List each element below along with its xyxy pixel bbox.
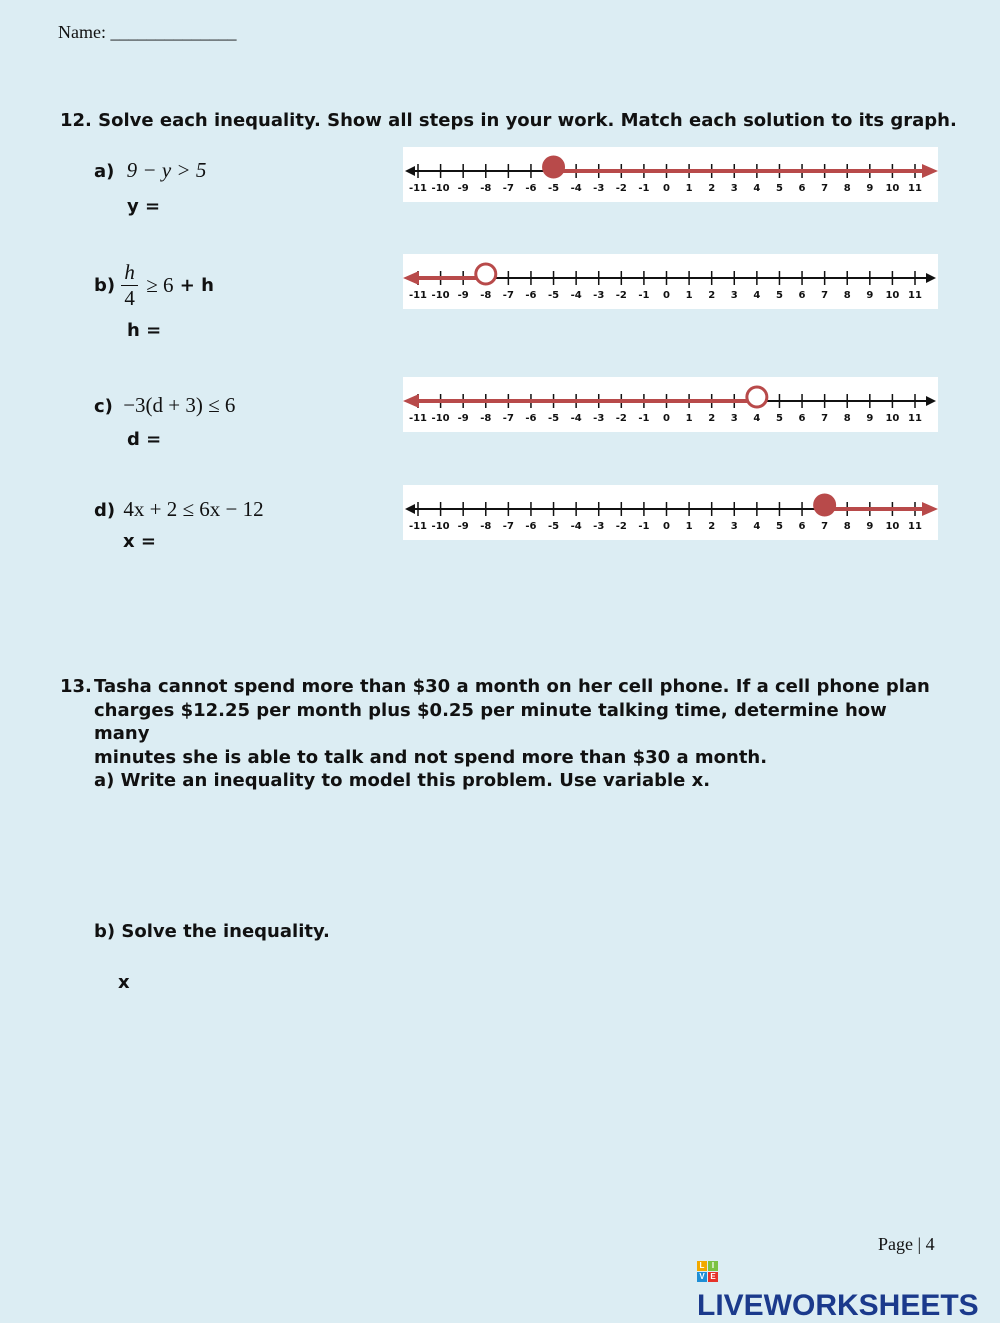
question-13 <box>60 675 940 793</box>
tick-label: 6 <box>798 290 806 301</box>
tick-label: 10 <box>885 290 900 301</box>
number-line-graph-3[interactable] <box>403 377 938 432</box>
tick-label: -4 <box>570 290 582 301</box>
tick-label: -1 <box>638 183 650 194</box>
tick-label: -7 <box>502 413 514 424</box>
tick-label: -4 <box>570 521 582 532</box>
tick-label: 7 <box>821 413 829 424</box>
tick-label: -9 <box>457 183 469 194</box>
tick-label: 2 <box>708 413 716 424</box>
closed-endpoint <box>815 495 835 515</box>
tick-label: 4 <box>753 413 761 424</box>
tick-label: -2 <box>615 290 627 301</box>
name-field-label: Name: ______________ <box>58 22 237 42</box>
part-b-fraction-numerator: h <box>121 262 138 286</box>
number-line-graph-1[interactable] <box>403 147 938 202</box>
tick-label: 9 <box>866 183 874 194</box>
axis-arrow-left <box>405 166 415 176</box>
tick-label: -2 <box>615 521 627 532</box>
tick-label: 9 <box>866 413 874 424</box>
tick-label: -6 <box>525 183 537 194</box>
solution-ray-arrow <box>403 271 419 285</box>
part-b-expression-rest: ≥ 6 <box>146 273 174 297</box>
tick-label: -2 <box>615 413 627 424</box>
tick-label: -4 <box>570 413 582 424</box>
tick-label: 4 <box>753 290 761 301</box>
tick-label: 4 <box>753 183 761 194</box>
tick-label: -6 <box>525 290 537 301</box>
tick-label: -5 <box>547 521 560 532</box>
tick-label: -7 <box>502 521 514 532</box>
tick-label: -5 <box>547 413 560 424</box>
tick-label: 2 <box>708 183 716 194</box>
tick-label: 2 <box>708 290 716 301</box>
tick-label: -4 <box>570 183 582 194</box>
tick-label: 5 <box>775 183 783 194</box>
question-13-part-a: a) Write an inequality to model this problem. Use variable x. <box>94 770 711 791</box>
part-b-fraction-denominator: 4 <box>124 286 135 310</box>
tick-label: -8 <box>480 521 492 532</box>
tick-label: 3 <box>730 521 738 532</box>
tick-label: 0 <box>663 290 670 301</box>
number-line-graph-2[interactable] <box>403 254 938 309</box>
logo-letter-i: I <box>708 1261 718 1271</box>
part-a-label: a) <box>94 161 115 182</box>
tick-label: 8 <box>843 183 851 194</box>
tick-label: -8 <box>480 413 492 424</box>
tick-label: 1 <box>685 290 693 301</box>
tick-label: 11 <box>908 413 922 424</box>
part-d-expression: 4x + 2 ≤ 6x − 12 <box>123 497 264 521</box>
solution-ray-arrow <box>403 394 419 408</box>
tick-label: -6 <box>525 521 537 532</box>
tick-label: -5 <box>547 183 560 194</box>
question-13-part-b: b) Solve the inequality. <box>94 921 330 942</box>
tick-label: -3 <box>593 290 605 301</box>
tick-label: -10 <box>431 521 450 532</box>
tick-label: 1 <box>685 521 693 532</box>
part-b-fraction <box>121 262 138 309</box>
page-number: Page | 4 <box>878 1234 935 1254</box>
part-b-label: b) <box>94 275 116 296</box>
tick-label: -5 <box>547 290 560 301</box>
tick-label: 11 <box>908 183 922 194</box>
liveworksheets-wordmark: LIVEWORKSHEETS <box>697 1289 979 1322</box>
tick-label: -3 <box>593 413 605 424</box>
tick-label: 1 <box>685 183 693 194</box>
tick-label: 9 <box>866 521 874 532</box>
tick-label: -1 <box>638 413 650 424</box>
tick-label: 9 <box>866 290 874 301</box>
tick-label: 7 <box>821 183 829 194</box>
open-endpoint <box>476 264 496 284</box>
tick-label: -10 <box>431 183 450 194</box>
part-b-answer: h = <box>127 320 162 341</box>
tick-label: 11 <box>908 521 922 532</box>
number-line-svg-2 <box>403 254 938 309</box>
tick-label: 3 <box>730 413 738 424</box>
tick-label: 8 <box>843 413 851 424</box>
tick-label: 6 <box>798 413 806 424</box>
tick-label: 1 <box>685 413 693 424</box>
logo-letter-l: L <box>697 1261 707 1271</box>
tick-label: -9 <box>457 290 469 301</box>
axis-arrow-right <box>926 396 936 406</box>
axis-arrow-left <box>405 504 415 514</box>
tick-label: -10 <box>431 290 450 301</box>
tick-label: 5 <box>775 521 783 532</box>
tick-label: -11 <box>408 183 428 194</box>
part-b-row <box>94 262 214 309</box>
tick-label: 10 <box>885 521 900 532</box>
liveworksheets-logo-icon <box>697 1261 719 1283</box>
tick-label: -1 <box>638 290 650 301</box>
open-endpoint <box>747 387 767 407</box>
tick-label: -7 <box>502 183 514 194</box>
part-c-label: c) <box>94 396 113 417</box>
tick-label: 7 <box>821 521 829 532</box>
logo-letter-v: V <box>697 1272 707 1282</box>
part-a-row <box>94 158 206 183</box>
part-d-row <box>94 497 264 522</box>
part-b-expression-tail: + h <box>179 275 214 296</box>
tick-label: -2 <box>615 183 627 194</box>
number-line-svg-3 <box>403 377 938 432</box>
tick-label: 4 <box>753 521 761 532</box>
part-c-expression: −3(d + 3) ≤ 6 <box>123 393 236 417</box>
tick-label: 10 <box>885 183 900 194</box>
tick-label: -9 <box>457 413 469 424</box>
question-13-line-3: minutes she is able to talk and not spend more than $30 a month. <box>94 746 768 768</box>
tick-label: 8 <box>843 521 851 532</box>
tick-label: 0 <box>663 521 670 532</box>
liveworksheets-brand[interactable] <box>697 1255 1000 1323</box>
tick-label: -1 <box>638 521 650 532</box>
tick-label: 11 <box>908 290 922 301</box>
part-a-answer: y = <box>127 196 161 217</box>
tick-label: 2 <box>708 521 716 532</box>
tick-label: -6 <box>525 413 537 424</box>
tick-label: 3 <box>730 183 738 194</box>
tick-label: -11 <box>408 413 428 424</box>
tick-label: 5 <box>775 413 783 424</box>
part-d-answer: x = <box>123 531 156 552</box>
tick-label: -11 <box>408 521 428 532</box>
number-line-svg-4 <box>403 485 938 540</box>
tick-label: -9 <box>457 521 469 532</box>
tick-label: 5 <box>775 290 783 301</box>
tick-label: 6 <box>798 183 806 194</box>
tick-label: 10 <box>885 413 900 424</box>
part-a-expression: 9 − y > 5 <box>126 158 207 182</box>
tick-label: -11 <box>408 290 428 301</box>
closed-endpoint <box>544 157 564 177</box>
question-13-body <box>94 675 940 793</box>
question-13-answer-var: x <box>118 972 130 993</box>
question-13-line-1: Tasha cannot spend more than $30 a month on her cell phone. If a cell phone plan <box>94 676 930 697</box>
question-13-number: 13. <box>60 676 92 697</box>
question-13-line-2: charges $12.25 per month plus $0.25 per minute talking time, determine how many <box>94 699 887 744</box>
solution-ray-arrow <box>922 164 938 178</box>
tick-label: 0 <box>663 183 670 194</box>
question-12-title: 12. Solve each inequality. Show all steps in your work. Match each solution to its graph. <box>60 110 957 131</box>
tick-label: -10 <box>431 413 450 424</box>
tick-label: 8 <box>843 290 851 301</box>
tick-label: -8 <box>480 290 492 301</box>
solution-ray-arrow <box>922 502 938 516</box>
tick-label: 0 <box>663 413 670 424</box>
tick-label: -7 <box>502 290 514 301</box>
tick-label: 6 <box>798 521 806 532</box>
tick-label: 3 <box>730 290 738 301</box>
tick-label: -3 <box>593 521 605 532</box>
number-line-graph-4[interactable] <box>403 485 938 540</box>
axis-arrow-right <box>926 273 936 283</box>
logo-letter-e: E <box>708 1272 718 1282</box>
tick-label: -8 <box>480 183 492 194</box>
tick-label: 7 <box>821 290 829 301</box>
part-d-label: d) <box>94 500 116 521</box>
part-c-row <box>94 393 235 418</box>
part-c-answer: d = <box>127 429 162 450</box>
tick-label: -3 <box>593 183 605 194</box>
number-line-svg-1 <box>403 147 938 202</box>
